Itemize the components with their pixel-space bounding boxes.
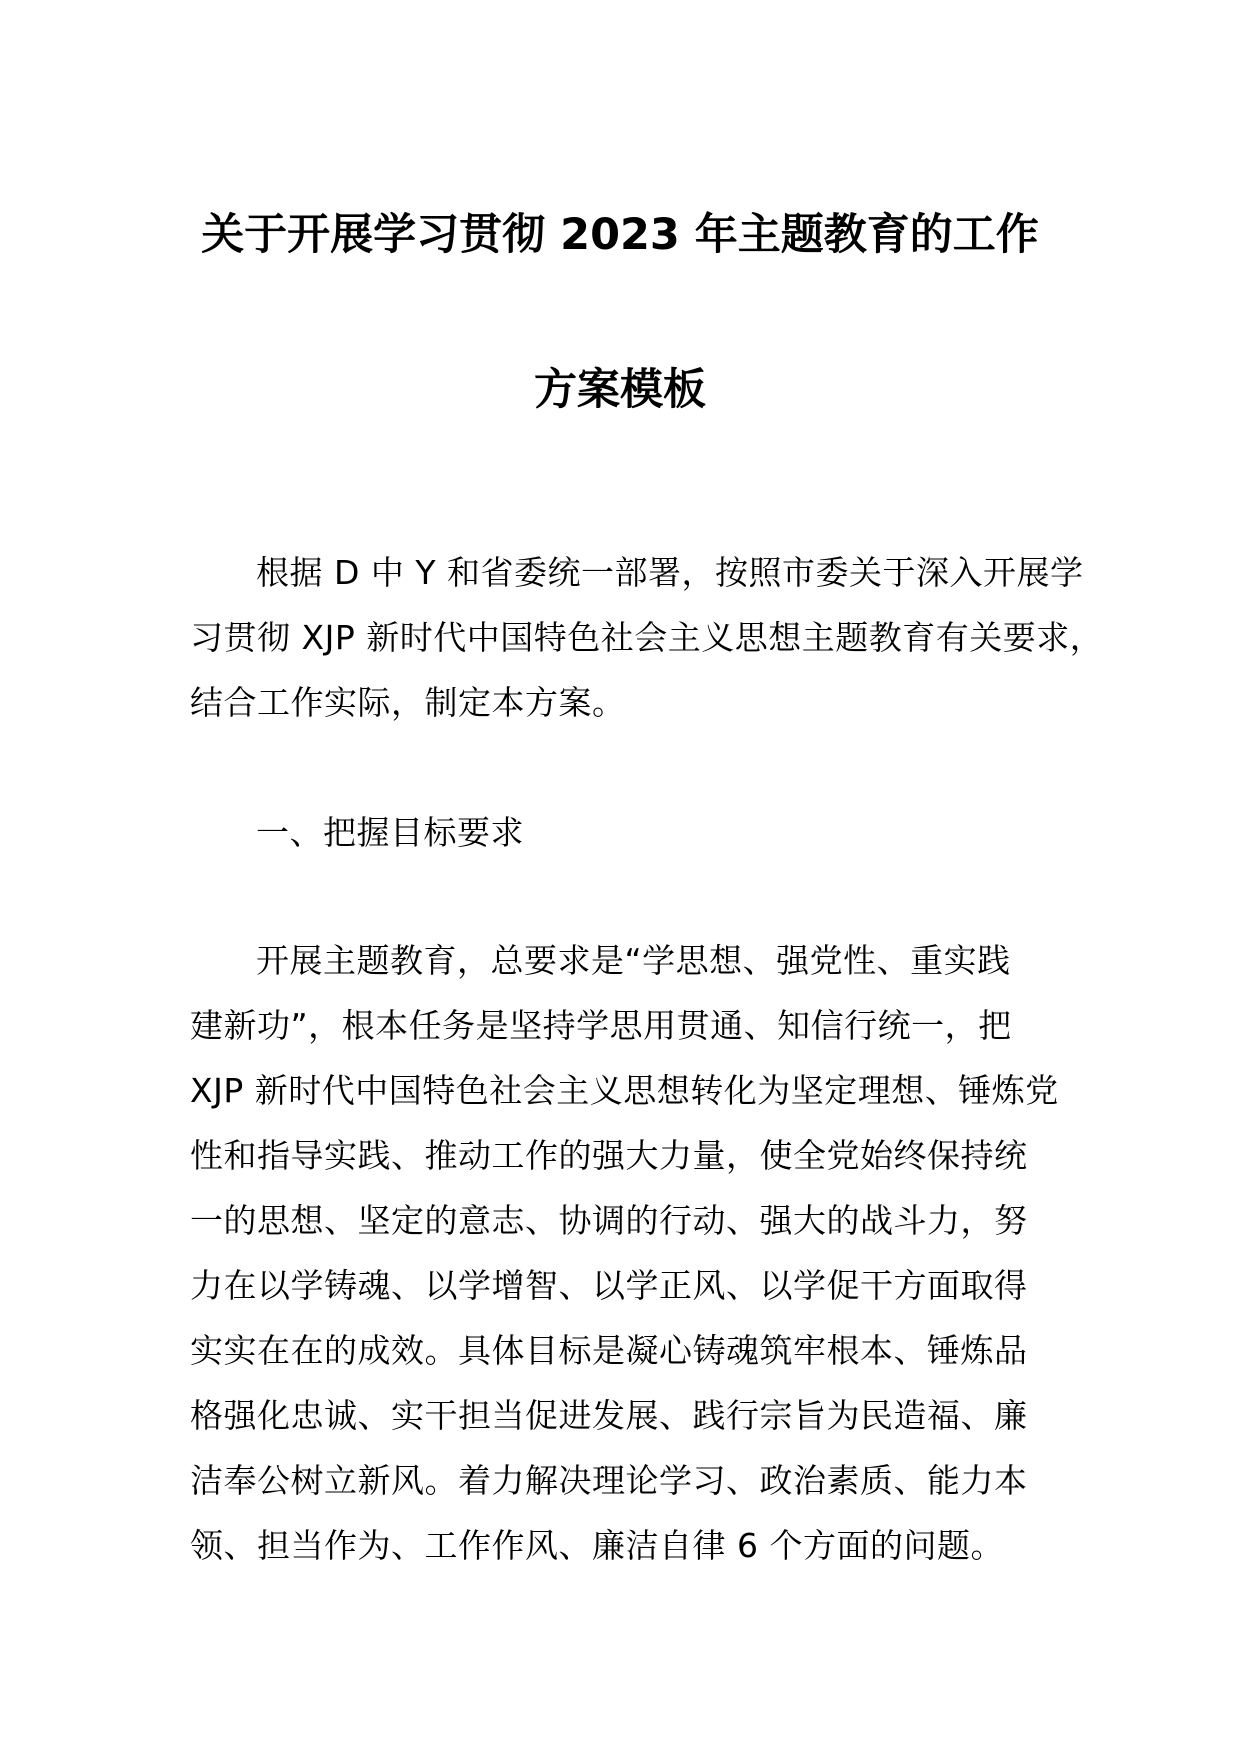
intro-line: 结合工作实际，制定本方案。 (190, 683, 626, 722)
body-line: 实实在在的成效。具体目标是凝心铸魂筑牢根本、锤炼品 (190, 1331, 1028, 1370)
document-title-line-2: 方案模板 (534, 365, 706, 415)
section-body-paragraph (190, 928, 1080, 1578)
body-line: 洁奉公树立新风。着力解决理论学习、政治素质、能力本 (190, 1461, 1028, 1500)
body-line: XJP 新时代中国特色社会主义思想转化为坚定理想、锤炼党 (190, 1071, 1059, 1110)
body-line: 领、担当作为、工作作风、廉洁自律 6 个方面的问题。 (190, 1526, 1004, 1565)
section-heading-text: 一、把握目标要求 (256, 813, 524, 852)
body-line: 格强化忠诚、实干担当促进发展、践行宗旨为民造福、廉 (190, 1396, 1028, 1435)
intro-line: 根据 D 中 Y 和省委统一部署，按照市委关于深入开展学 (256, 553, 1084, 592)
body-line: 力在以学铸魂、以学增智、以学正风、以学促干方面取得 (190, 1266, 1028, 1305)
body-line: 性和指导实践、推动工作的强大力量，使全党始终保持统 (190, 1136, 1028, 1175)
body-line: 一的思想、坚定的意志、协调的行动、强大的战斗力，努 (190, 1201, 1028, 1240)
document-title-line-1: 关于开展学习贯彻 2023 年主题教育的工作 (201, 210, 1039, 260)
body-line: 建新功”，根本任务是坚持学思用贯通、知信行统一，把 (190, 1006, 1012, 1045)
intro-paragraph (190, 540, 1104, 735)
intro-line: 习贯彻 XJP 新时代中国特色社会主义思想主题教育有关要求， (190, 618, 1104, 657)
body-line: 开展主题教育，总要求是“学思想、强党性、重实践 (256, 941, 1011, 980)
section-heading (190, 800, 1080, 865)
